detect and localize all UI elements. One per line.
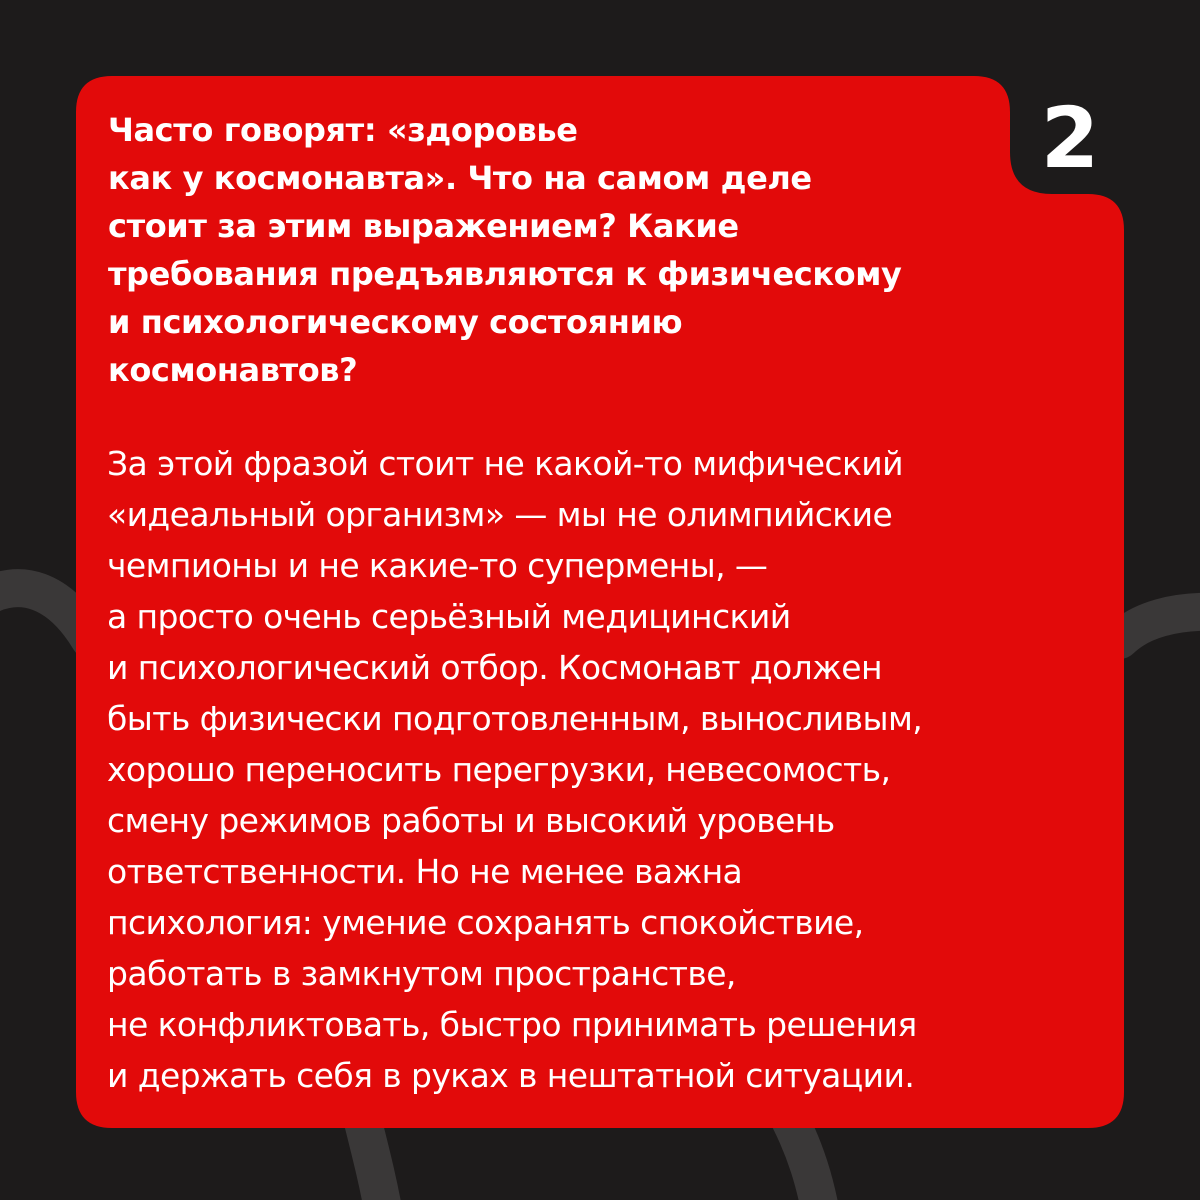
question-line: требования предъявляются к физическому xyxy=(108,255,902,293)
answer-line: быть физически подготовленным, выносливым, xyxy=(107,699,923,738)
question-line: Часто говорят: «здоровье xyxy=(108,111,578,149)
answer-paragraph xyxy=(107,438,1097,1101)
question-line: космонавтов? xyxy=(108,351,358,389)
question-line: стоит за этим выражением? Какие xyxy=(108,207,739,245)
answer-line: а просто очень серьёзный медицинский xyxy=(107,597,791,636)
question-heading xyxy=(108,106,1008,394)
answer-line: не конфликтовать, быстро принимать решения xyxy=(107,1005,917,1044)
question-line: как у космонавта». Что на самом деле xyxy=(108,159,812,197)
question-line: и психологическому состоянию xyxy=(108,303,683,341)
answer-line: «идеальный организм» — мы не олимпийские xyxy=(107,495,893,534)
answer-line: и держать себя в руках в нештатной ситуации. xyxy=(107,1056,915,1095)
answer-line: работать в замкнутом пространстве, xyxy=(107,954,736,993)
answer-line: чемпионы и не какие-то супермены, — xyxy=(107,546,768,585)
answer-line: За этой фразой стоит не какой-то мифический xyxy=(107,444,903,483)
answer-line: и психологический отбор. Космонавт должен xyxy=(107,648,882,687)
answer-line: психология: умение сохранять спокойствие, xyxy=(107,903,864,942)
answer-line: хорошо переносить перегрузки, невесомость, xyxy=(107,750,891,789)
answer-line: смену режимов работы и высокий уровень xyxy=(107,801,835,840)
answer-line: ответственности. Но не менее важна xyxy=(107,852,743,891)
slide-number: 2 xyxy=(1040,89,1100,187)
